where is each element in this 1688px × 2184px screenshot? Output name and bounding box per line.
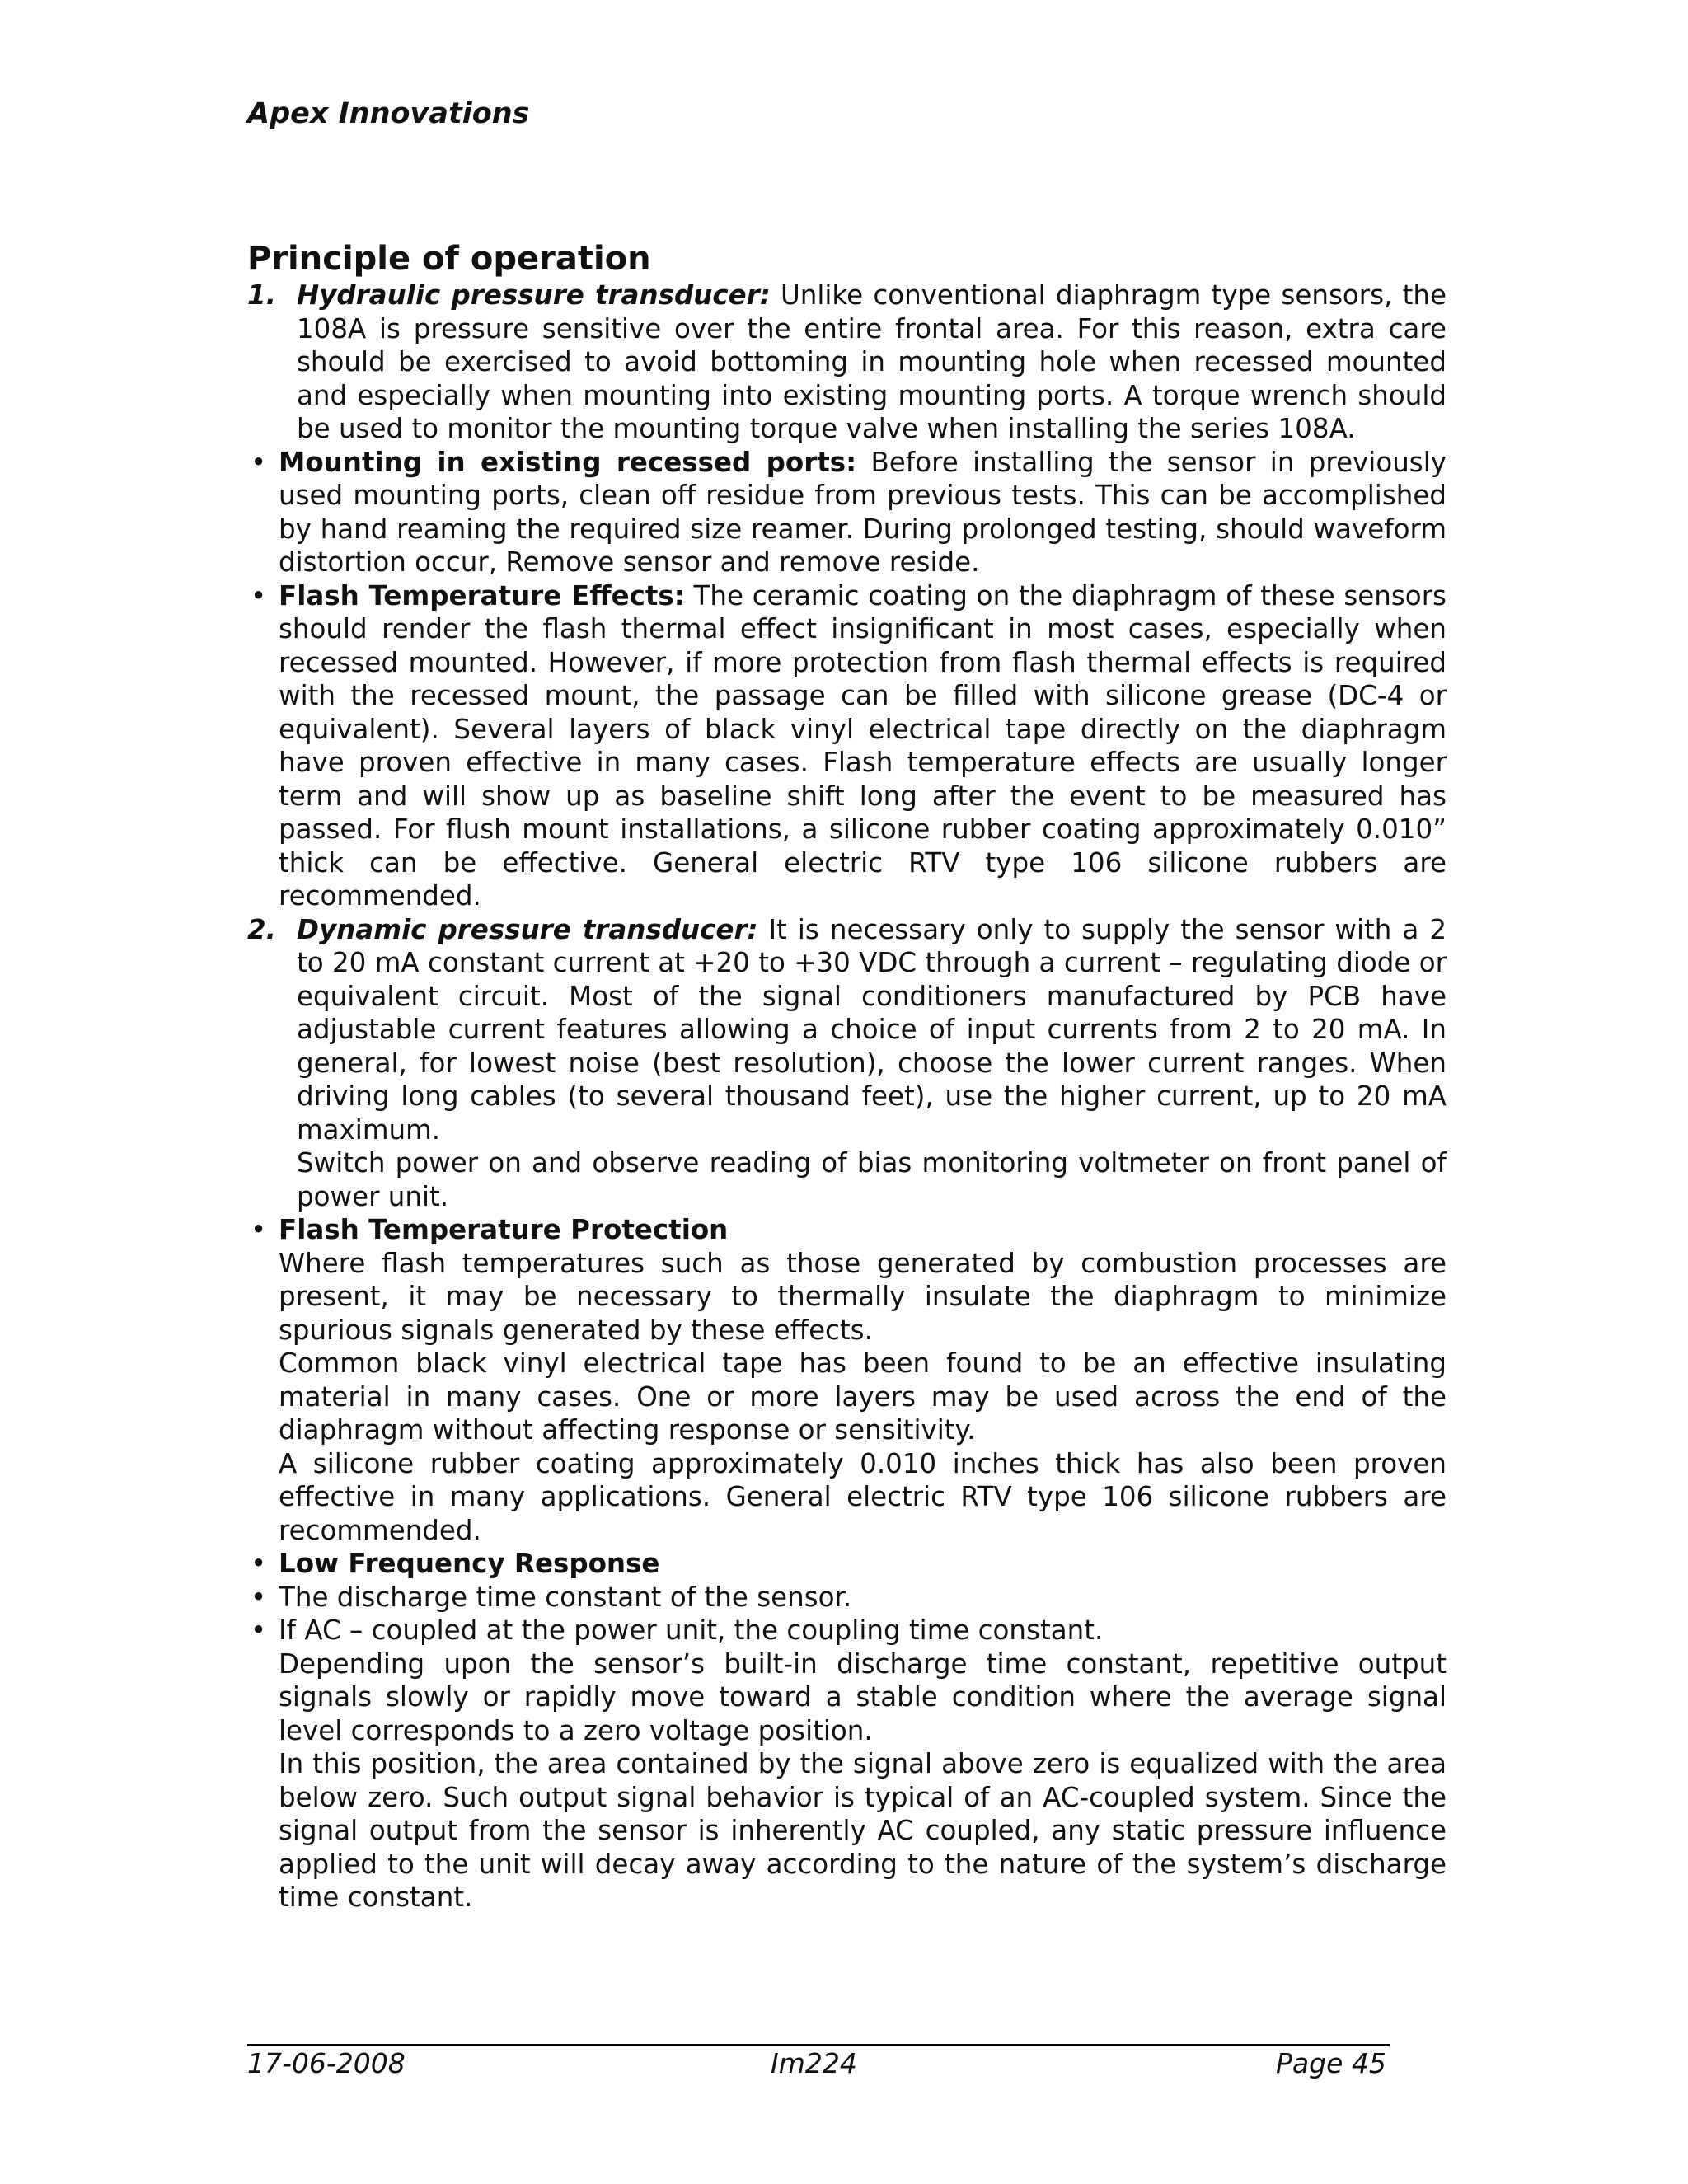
item-number: 2. xyxy=(247,913,276,945)
bullet-icon: • xyxy=(251,446,267,478)
bullet-text: If AC – coupled at the power unit, the coupling time constant. xyxy=(279,1615,1104,1646)
bullet-flash-effects xyxy=(247,579,1447,913)
bullet-text: Before installing the sensor in previously used mounting ports, clean off residue from previous tests. This can be accomplished by hand reaming the required size reamer. During prolonged testing, should waveform distortion occur, Remove sensor and remove reside. xyxy=(279,446,1447,578)
item-number: 1. xyxy=(247,279,276,311)
bullet-paragraph xyxy=(279,446,1447,579)
bullet-ac-coupled xyxy=(247,1614,1447,1915)
item-label: Dynamic pressure transducer: xyxy=(297,913,758,945)
bullet-label: Flash Temperature Protection xyxy=(279,1214,729,1245)
numbered-item-dynamic xyxy=(247,913,1447,1214)
bullet-mounting xyxy=(247,446,1447,579)
bullet-paragraph-2: Common black vinyl electrical tape has been found to be an effective insulating material in many cases. One or more layers may be used across the end of the diaphragm without affecting response or sensitivity. xyxy=(279,1347,1447,1446)
numbered-item-hydraulic xyxy=(247,279,1447,446)
bullet-label: Flash Temperature Effects: xyxy=(279,579,685,612)
bullet-text: The ceramic coating on the diaphragm of these sensors should render the flash thermal effect insignificant in most cases, especially when recessed mounted. However, if more protection from flash thermal effects is required with the recessed mount, the passage can be filled with silicone grease (DC-4 or equivalent). Several layers of black vinyl electrical tape directly on the diaphragm have proven effective in many cases. Flash temperature effects are usually longer term and will show up as baseline shift long after the event to be measured has passed. For flush mount installations, a silicone rubber coating approximately 0.010” thick can be effective. General electric RTV type 106 silicone rubbers are recommended. xyxy=(279,579,1447,912)
item-text: It is necessary only to supply the sensor with a 2 to 20 mA constant current at +20 to +30 VDC through a current – regulating diode or equivalent circuit. Most of the signal conditioners manufactured by PCB have adjustable current features allowing a choice of input currents from 2 to 20 mA. In general, for lowest noise (best resolution), choose the lower current ranges. When driving long cables (to several thousand feet), use the higher current, up to 20 mA maximum. xyxy=(297,913,1447,1146)
bullet-text: The discharge time constant of the sensor. xyxy=(279,1581,852,1613)
item-paragraph-2: Switch power on and observe reading of bias monitoring voltmeter on front panel of power unit. xyxy=(297,1147,1447,1212)
bullet-paragraph-1: Depending upon the sensor’s built-in discharge time constant, repetitive output signals slowly or rapidly move toward a stable condition where the average signal level corresponds to a zero voltage position. xyxy=(279,1647,1447,1746)
bullet-paragraph-1: Where flash temperatures such as those generated by combustion processes are present, it may be necessary to thermally insulate the diaphragm to minimize spurious signals generated by these effects. xyxy=(279,1247,1447,1346)
item-label: Hydraulic pressure transducer: xyxy=(297,279,771,311)
section-title: Principle of operation xyxy=(247,240,651,278)
bullet-paragraph xyxy=(279,579,1447,913)
bullet-paragraph-2: In this position, the area contained by the signal above zero is equalized with the area below zero. Such output signal behavior is typical of an AC-coupled system. Since the signal output from the sensor is inherently AC coupled, any static pressure influence applied to the unit will decay away according to the nature of the system’s discharge time constant. xyxy=(279,1748,1447,1913)
bullet-paragraph-3: A silicone rubber coating approximately 0.010 inches thick has also been proven effective in many applications. General electric RTV type 106 silicone rubbers are recommended. xyxy=(279,1447,1447,1546)
item-paragraph xyxy=(297,279,1447,446)
bullet-icon: • xyxy=(251,1214,267,1245)
footer-divider xyxy=(247,2044,1390,2046)
bullet-icon: • xyxy=(251,1548,267,1579)
item-text: Unlike conventional diaphragm type sensors, the 108A is pressure sensitive over the entire frontal area. For this reason, extra care should be exercised to avoid bottoming in mounting hole when recessed mounted and especially when mounting into existing mounting ports. A torque wrench should be used to monitor the mounting torque valve when installing the series 108A. xyxy=(297,279,1447,444)
footer-page-number: Page 45 xyxy=(1276,2047,1386,2079)
bullet-low-frequency xyxy=(247,1547,1447,1581)
document-body xyxy=(247,239,1447,1915)
bullet-flash-protection xyxy=(247,1213,1447,1547)
bullet-label: Mounting in existing recessed ports: xyxy=(279,446,857,478)
bullet-icon: • xyxy=(251,1615,267,1646)
bullet-label: Low Frequency Response xyxy=(279,1548,660,1579)
company-header: Apex Innovations xyxy=(247,97,530,130)
bullet-icon: • xyxy=(251,1581,267,1613)
bullet-discharge xyxy=(247,1581,1447,1615)
footer-doc-id: Im224 xyxy=(771,2047,857,2079)
bullet-icon: • xyxy=(251,579,267,612)
item-paragraph xyxy=(297,913,1447,1147)
footer-date: 17-06-2008 xyxy=(247,2047,406,2079)
